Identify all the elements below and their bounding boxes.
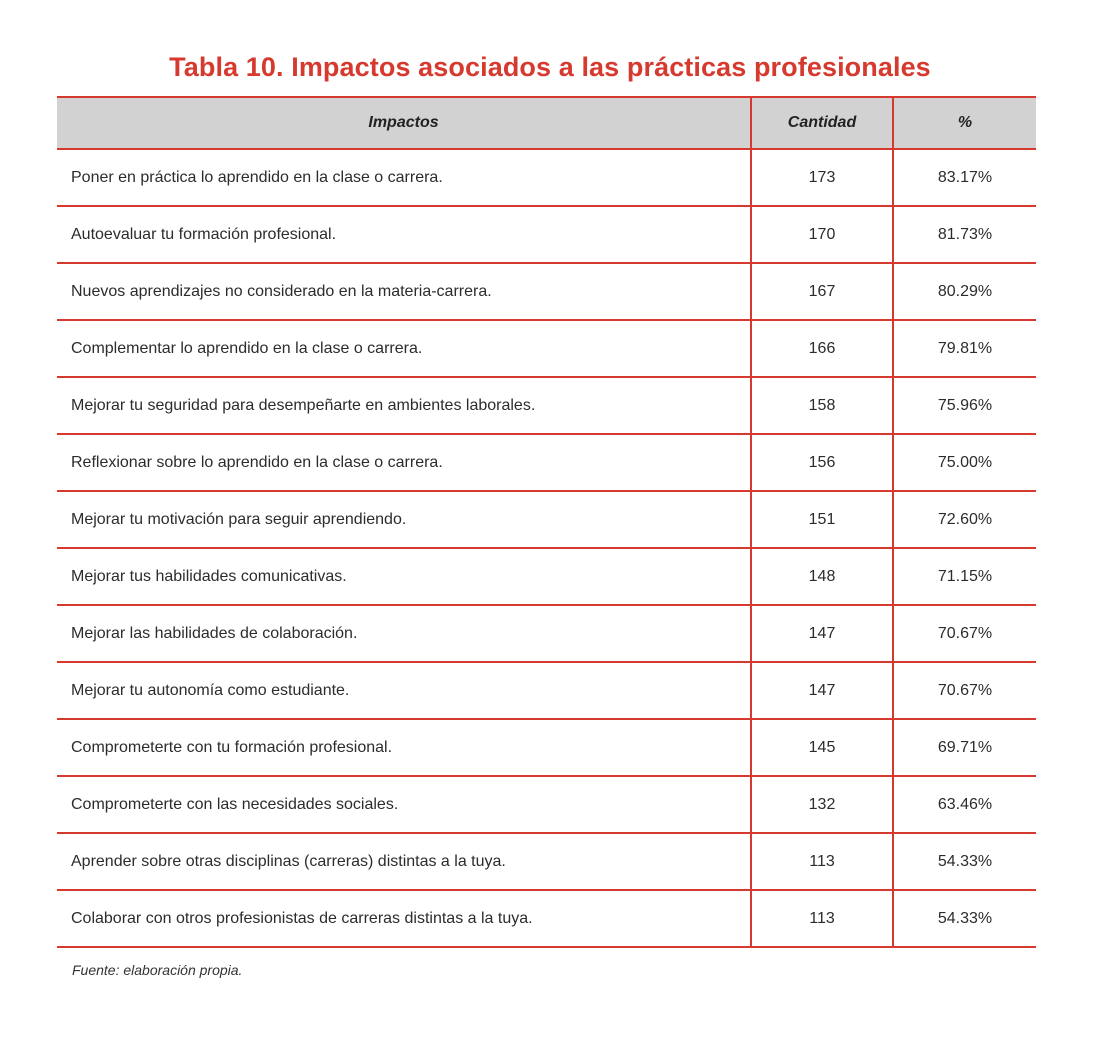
quantity-cell: 170 bbox=[751, 206, 893, 263]
quantity-cell: 166 bbox=[751, 320, 893, 377]
percent-cell: 79.81% bbox=[893, 320, 1036, 377]
table-title: Tabla 10. Impactos asociados a las prácticas profesionales bbox=[169, 52, 931, 82]
table-row bbox=[57, 719, 1036, 776]
impact-cell: Aprender sobre otras disciplinas (carreras) distintas a la tuya. bbox=[57, 833, 751, 890]
table-row bbox=[57, 833, 1036, 890]
quantity-cell: 113 bbox=[751, 890, 893, 947]
table-row bbox=[57, 206, 1036, 263]
table-row bbox=[57, 434, 1036, 491]
percent-cell: 54.33% bbox=[893, 833, 1036, 890]
quantity-cell: 156 bbox=[751, 434, 893, 491]
quantity-cell: 173 bbox=[751, 149, 893, 206]
impact-cell: Mejorar tu motivación para seguir aprendiendo. bbox=[57, 491, 751, 548]
header-impactos: Impactos bbox=[57, 97, 751, 149]
table-row bbox=[57, 548, 1036, 605]
quantity-cell: 132 bbox=[751, 776, 893, 833]
percent-cell: 63.46% bbox=[893, 776, 1036, 833]
table-row bbox=[57, 662, 1036, 719]
impact-cell: Comprometerte con las necesidades sociales. bbox=[57, 776, 751, 833]
table-row bbox=[57, 776, 1036, 833]
impact-cell: Autoevaluar tu formación profesional. bbox=[57, 206, 751, 263]
table-row bbox=[57, 320, 1036, 377]
header-cantidad: Cantidad bbox=[751, 97, 893, 149]
table-row bbox=[57, 890, 1036, 947]
impact-cell: Mejorar tu autonomía como estudiante. bbox=[57, 662, 751, 719]
percent-cell: 54.33% bbox=[893, 890, 1036, 947]
percent-cell: 70.67% bbox=[893, 605, 1036, 662]
percent-cell: 75.96% bbox=[893, 377, 1036, 434]
impact-cell: Reflexionar sobre lo aprendido en la clase o carrera. bbox=[57, 434, 751, 491]
percent-cell: 72.60% bbox=[893, 491, 1036, 548]
table-row bbox=[57, 263, 1036, 320]
percent-cell: 71.15% bbox=[893, 548, 1036, 605]
source-note: Fuente: elaboración propia. bbox=[72, 962, 243, 978]
table-row bbox=[57, 605, 1036, 662]
quantity-cell: 147 bbox=[751, 605, 893, 662]
percent-cell: 80.29% bbox=[893, 263, 1036, 320]
impact-cell: Mejorar tus habilidades comunicativas. bbox=[57, 548, 751, 605]
table-row bbox=[57, 149, 1036, 206]
quantity-cell: 158 bbox=[751, 377, 893, 434]
impacts-table bbox=[57, 96, 1036, 948]
table-row bbox=[57, 377, 1036, 434]
percent-cell: 70.67% bbox=[893, 662, 1036, 719]
impact-cell: Poner en práctica lo aprendido en la clase o carrera. bbox=[57, 149, 751, 206]
quantity-cell: 148 bbox=[751, 548, 893, 605]
percent-cell: 75.00% bbox=[893, 434, 1036, 491]
table-row bbox=[57, 491, 1036, 548]
table-header-row bbox=[57, 97, 1036, 149]
percent-cell: 69.71% bbox=[893, 719, 1036, 776]
header-percent: % bbox=[893, 97, 1036, 149]
impact-cell: Complementar lo aprendido en la clase o carrera. bbox=[57, 320, 751, 377]
percent-cell: 83.17% bbox=[893, 149, 1036, 206]
impact-cell: Mejorar tu seguridad para desempeñarte en ambientes laborales. bbox=[57, 377, 751, 434]
impact-cell: Mejorar las habilidades de colaboración. bbox=[57, 605, 751, 662]
quantity-cell: 167 bbox=[751, 263, 893, 320]
impact-cell: Nuevos aprendizajes no considerado en la materia-carrera. bbox=[57, 263, 751, 320]
impact-cell: Comprometerte con tu formación profesional. bbox=[57, 719, 751, 776]
quantity-cell: 145 bbox=[751, 719, 893, 776]
percent-cell: 81.73% bbox=[893, 206, 1036, 263]
impact-cell: Colaborar con otros profesionistas de carreras distintas a la tuya. bbox=[57, 890, 751, 947]
quantity-cell: 113 bbox=[751, 833, 893, 890]
quantity-cell: 151 bbox=[751, 491, 893, 548]
quantity-cell: 147 bbox=[751, 662, 893, 719]
